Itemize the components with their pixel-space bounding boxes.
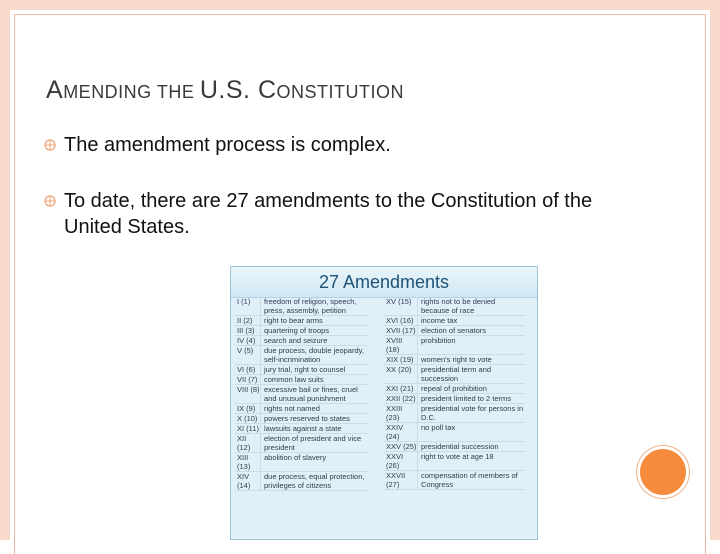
amendment-description: women's right to vote xyxy=(421,355,492,364)
amendment-description: repeal of prohibition xyxy=(421,384,487,393)
amendment-description: election of president and vice president xyxy=(264,434,362,452)
amendment-description: jury trial, right to counsel xyxy=(264,365,346,374)
amendment-row xyxy=(235,375,369,385)
amendment-description: common law suits xyxy=(264,375,324,384)
amendment-number: XVIII (18) xyxy=(384,336,418,354)
amendment-row xyxy=(384,394,525,404)
amendment-number: X (10) xyxy=(235,414,261,423)
amendment-row xyxy=(384,297,525,316)
bullet-text: The amendment process is complex. xyxy=(64,134,391,156)
amendment-description: powers reserved to states xyxy=(264,414,350,423)
amendment-row xyxy=(384,442,525,452)
amendment-description: election of senators xyxy=(421,326,487,335)
amendment-number: XXV (25) xyxy=(386,442,417,451)
amendment-number: IV (4) xyxy=(235,336,261,345)
amendment-description: presidential term and succession xyxy=(421,365,492,383)
amendment-row xyxy=(384,404,525,423)
amendment-row xyxy=(384,384,525,394)
amendment-description: compensation of members of Congress xyxy=(421,471,518,489)
amendment-number: VIII (8) xyxy=(235,385,261,403)
bullet-icon xyxy=(44,195,56,207)
amendment-row xyxy=(384,423,525,442)
amendment-description: freedom of religion, speech, press, assembly, petition xyxy=(264,297,357,315)
amendment-number: XXVI (26) xyxy=(384,452,418,470)
amendment-description: right to bear arms xyxy=(264,316,323,325)
bullet-list xyxy=(44,132,604,240)
amendment-description: presidential succession xyxy=(421,442,499,451)
amendment-row xyxy=(384,316,525,326)
amendments-table-image xyxy=(230,266,538,540)
decorative-orange-circle xyxy=(640,449,686,495)
amendment-description: rights not named xyxy=(264,404,320,413)
amendment-description: right to vote at age 18 xyxy=(421,452,494,461)
amendment-number: XII (12) xyxy=(235,434,261,452)
amendment-number: XXIV (24) xyxy=(384,423,418,441)
amendment-row xyxy=(384,326,525,336)
amendment-description: quartering of troops xyxy=(264,326,330,335)
amendment-row xyxy=(384,471,525,490)
amendment-number: XIV (14) xyxy=(235,472,261,490)
amendment-description: due process, equal protection, privileges of citizens xyxy=(264,472,365,490)
amendment-row xyxy=(235,434,369,453)
amendment-row xyxy=(384,452,525,471)
amendment-number: III (3) xyxy=(235,326,261,335)
bullet-item xyxy=(44,132,604,158)
amendment-number: IX (9) xyxy=(235,404,261,413)
amendments-left-column xyxy=(235,297,369,491)
amendment-number: VI (6) xyxy=(235,365,261,374)
slide-title: AMENDING THE U.S. CONSTITUTION xyxy=(46,76,405,104)
amendment-number: XI (11) xyxy=(235,424,261,433)
amendment-row xyxy=(384,365,525,384)
amendment-row xyxy=(384,355,525,365)
amendment-row xyxy=(235,453,369,472)
amendment-number: I (1) xyxy=(235,297,261,315)
amendment-row xyxy=(235,297,369,316)
amendment-description: abolition of slavery xyxy=(264,453,327,462)
amendment-number: XXVII (27) xyxy=(384,471,418,489)
amendment-description: excessive bail or fines, cruel and unusual punishment xyxy=(264,385,358,403)
amendments-table-title: 27 Amendments xyxy=(231,267,537,298)
amendment-row xyxy=(235,326,369,336)
amendment-row xyxy=(384,336,525,355)
amendment-description: presidential vote for persons in D.C. xyxy=(421,404,524,422)
amendments-right-column xyxy=(384,297,525,490)
bullet-icon xyxy=(44,139,56,151)
amendment-number: XX (20) xyxy=(384,365,418,383)
amendment-number: XIX (19) xyxy=(384,355,418,364)
amendment-number: V (5) xyxy=(235,346,261,364)
amendment-description: lawsuits against a state xyxy=(264,424,342,433)
amendment-number: XIII (13) xyxy=(235,453,261,471)
amendment-description: due process, double jeopardy, self-incrimination xyxy=(264,346,364,364)
amendment-row xyxy=(235,346,369,365)
bullet-item xyxy=(44,188,604,240)
amendment-row xyxy=(235,472,369,491)
amendment-number: VII (7) xyxy=(235,375,261,384)
amendment-number: XXII (22) xyxy=(384,394,418,403)
amendment-description: prohibition xyxy=(421,336,456,345)
amendment-row xyxy=(235,385,369,404)
amendment-description: income tax xyxy=(421,316,458,325)
amendment-number: XXI (21) xyxy=(384,384,418,393)
amendment-row xyxy=(235,424,369,434)
amendment-row xyxy=(235,336,369,346)
amendment-row xyxy=(235,404,369,414)
amendment-row xyxy=(235,365,369,375)
amendment-description: rights not to be denied because of race xyxy=(421,297,496,315)
amendment-number: II (2) xyxy=(235,316,261,325)
amendment-number: XVII (17) xyxy=(384,326,418,335)
amendment-row xyxy=(235,414,369,424)
amendment-description: no poll tax xyxy=(421,423,456,432)
amendment-row xyxy=(235,316,369,326)
amendment-number: XVI (16) xyxy=(384,316,418,325)
amendment-number: XXIII (23) xyxy=(384,404,418,422)
amendment-number: XV (15) xyxy=(384,297,418,315)
bullet-text: To date, there are 27 amendments to the Constitution of the United States. xyxy=(64,190,593,238)
amendment-description: president limited to 2 terms xyxy=(421,394,512,403)
amendment-description: search and seizure xyxy=(264,336,328,345)
